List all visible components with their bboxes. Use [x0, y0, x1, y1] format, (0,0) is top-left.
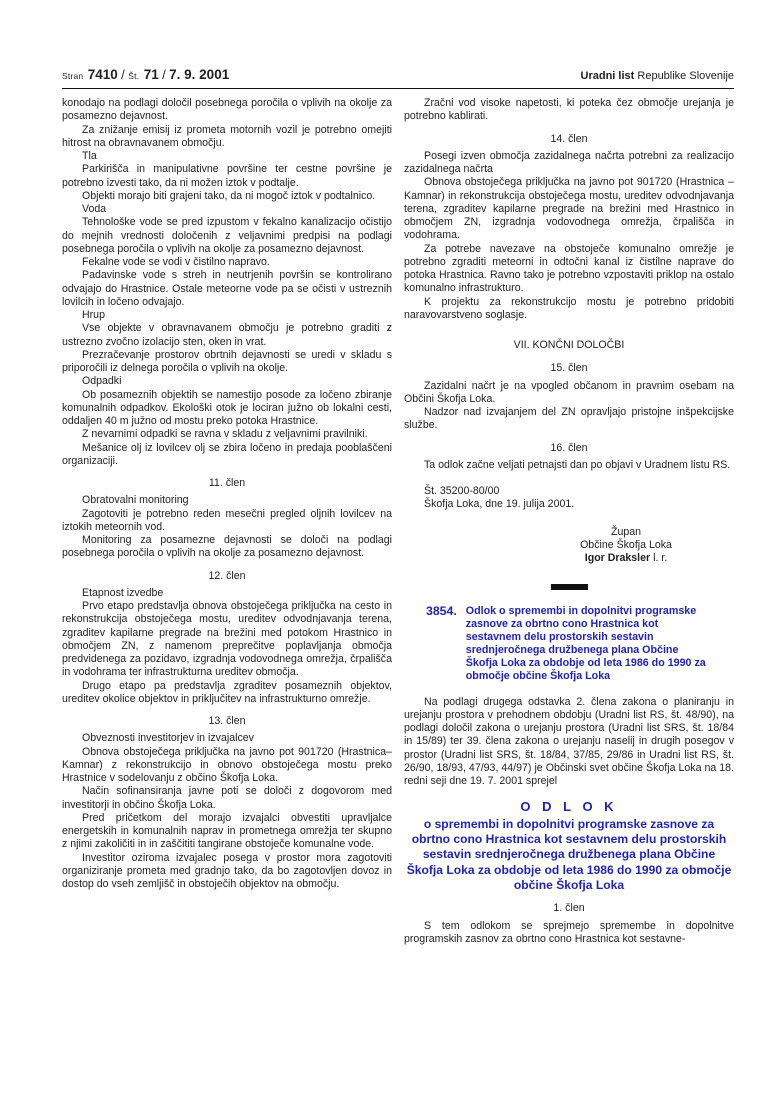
paragraph: Prvo etapo predstavlja obnova obstoječega priključka na cesto in rekonstrukcija obstoječega mostu, ureditev odvodnjavanja terena, zgraditev kapilarne pregrade na brežini med potokom Hrastnico in območjem ZN, z namenom preprečitve poplavljanja območja predvidenega za pozidavo, izgradnja vodovodnega omrežja, črpališča in vodohrama ter infrastrukturna ureditev območja.	[62, 600, 392, 679]
issue-label: Št.	[128, 71, 140, 81]
decree-title-text: o spremembi in dopolnitvi programske zasnove za obrtno cono Hrastnica kot sestavnem delu prostorskih sestavin srednjeročnega družbenega plana Občine Škofja Loka za obdobje od leta 1986 do 1990 za območje občine Škofja Loka	[406, 816, 732, 892]
paragraph: Drugo etapo pa predstavlja zgraditev posameznih objektov, ureditev okolice objektov in priključitev na infrastrukturno omrežje.	[62, 679, 392, 705]
paragraph: Za znižanje emisij iz prometa motornih vozil je potrebno omejiti hitrost na obravnavanem območju.	[62, 123, 392, 149]
header-separator: /	[158, 68, 170, 82]
signature-line: Župan	[610, 525, 642, 538]
chapter-heading: VII. KONČNI DOLOČBI	[513, 339, 625, 351]
subheading: Odpadki	[82, 375, 122, 388]
paragraph: Prezračevanje prostorov obrtnih dejavnosti se uredi v skladu s priporočili iz delnega poročila o vplivih na okolje.	[62, 348, 392, 374]
article-heading: 1. člen	[553, 902, 585, 915]
subheading: Obratovalni monitoring	[82, 494, 189, 507]
reference-line: Št. 35200-80/00	[424, 485, 500, 497]
paragraph: Zračni vod visoke napetosti, ki poteka čez območje urejanja je potrebno kablirati.	[404, 97, 734, 123]
issue-number: 71	[143, 67, 159, 82]
journal-title-rest: Republike Slovenije	[634, 70, 734, 82]
paragraph: Monitoring za posamezne dejavnosti se določi na podlagi posebnega poročila o vplivih na okolje za posamezno dejavnost.	[62, 534, 392, 560]
signature-line: Občine Škofja Loka	[580, 538, 672, 551]
document-reference	[424, 485, 734, 512]
section-divider	[551, 584, 588, 590]
paragraph: S tem odlokom se sprejmejo spremembe in dopolnitve programskih zasnov za obrtno cono Hrastnica kot sestavne-	[404, 919, 734, 945]
paragraph: Fekalne vode se vodi v čistilno napravo.	[82, 256, 270, 268]
paragraph: Način sofinansiranja javne poti se določi z dogovorom med investitorji in občino Škofja Loka.	[62, 785, 392, 811]
entry-title: Odlok o spremembi in dopolnitvi programske zasnove za obrtno cono Hrastnica kot sestavnem delu prostorskih sestavin srednjeročnega družbenega plana Občine Škofja Loka za obdobje od leta 1986 do 1990 za območje občine Škofja Loka	[465, 604, 706, 682]
subheading: Tla	[82, 150, 97, 162]
article-heading: 13. člen	[208, 715, 246, 727]
gazette-entry	[404, 605, 734, 683]
paragraph: Mešanice olj iz lovilcev olj se zbira ločeno in predaja pooblaščeni organizaciji.	[62, 441, 392, 467]
journal-title	[581, 70, 734, 82]
article-heading: 14. člen	[550, 132, 588, 145]
page-header	[62, 66, 734, 89]
signature-block	[536, 526, 716, 566]
signatory-name: Igor Draksler	[584, 552, 651, 565]
subheading: Hrup	[82, 309, 105, 321]
paragraph: Zagotoviti je potrebno reden mesečni pregled oljnih lovilcev na iztokih meteornih vod.	[62, 507, 392, 533]
article-heading: 11. člen	[208, 477, 246, 489]
article-heading: 16. člen	[550, 441, 588, 454]
paragraph: Ta odlok začne veljati petnajsti dan po objavi v Uradnem listu RS.	[424, 458, 731, 471]
paragraph: Na podlagi drugega odstavka 2. člena zakona o planiranju in urejanju prostora v prehodnem obdobju (Uradni list RS, št. 48/90), na podlagi določil zakona o urejanju prostora (Uradni list SRS, št. 18/84 in 15/89) ter 39. člena zakona o urejanju naselij in drugih posegov v prostor (Uradni list SRS, št. 18/84, 37/85, 29/86 in Uradni list RS, št. 26/90, 18/93, 47/93, 44/97) je Občinski svet občine Škofja Loka na 18. redni seji dne 19. 7. 2001 sprejel	[404, 695, 734, 788]
subheading: Obveznosti investitorjev in izvajalcev	[82, 732, 254, 745]
paragraph: Ob posameznih objektih se namestijo posode za ločeno zbiranje komunalnih odpadkov. Ekološki otok je lociran južno ob lokalni cesti, oddaljen 40 m južno od mostu preko potoka Hrastnice.	[62, 388, 392, 427]
decree-title-word: O D L O K	[520, 799, 618, 815]
journal-title-bold: Uradni list	[580, 70, 635, 82]
paragraph: Za potrebe navezave na obstoječe komunalno omrežje je potrebno zgraditi meteorni in odtočni kanal iz čistilne naprave do potoka Hrastnica. Ravno tako je potrebno vzpostaviti priklop na ostalo komunalno infrastrukturo.	[404, 242, 734, 295]
paragraph: Obnova obstoječega priključka na javno pot 901720 (Hrastnica – Kamnar) in rekonstrukcija obstoječega mostu, ureditev odvodnjavanja terena, zgraditev kapilarne pregrade na brežini med Hrastnico in območjem ZN, izgradnja vodovodnega omrežja, črpališča in vodohrama.	[404, 176, 734, 242]
paragraph: Posegi izven območja zazidalnega načrta potrebni za realizacijo zazidalnega načrta	[404, 149, 734, 175]
signature-suffix: l. r.	[650, 552, 668, 565]
article-heading: 12. člen	[208, 569, 246, 582]
left-column	[62, 97, 392, 946]
signature-name-line	[536, 552, 716, 565]
right-column	[404, 97, 734, 946]
subheading: Voda	[82, 203, 107, 215]
paragraph: Tehnološke vode se pred izpustom v fekalno kanalizacijo očistijo do mejnih vrednosti določenih z veljavnimi predpisi na podlagi posebnega poročila o vplivih na okolje za posamezno dejavnost.	[62, 216, 392, 255]
header-separator: /	[117, 68, 129, 82]
entry-number: 3854.	[426, 603, 457, 618]
text-columns	[62, 97, 734, 946]
article-heading: 15. člen	[550, 362, 588, 375]
reference-line: Škofja Loka, dne 19. julija 2001.	[424, 498, 575, 511]
paragraph: Nadzor nad izvajanjem del ZN opravljajo pristojne inšpekcijske službe.	[404, 406, 734, 432]
paragraph: Z nevarnimi odpadki se ravna v skladu z veljavnimi pravilniki.	[82, 428, 368, 441]
paragraph: Zazidalni načrt je na vpogled občanom in pravnim osebam na Občini Škofja Loka.	[404, 379, 734, 405]
paragraph: Obnova obstoječega priključka na javno pot 901720 (Hrastnica–Kamnar) z rekonstrukcijo in obnovo obstoječega mostu preko Hrastnice v sodelovanju z občino Škofja Loka.	[62, 745, 392, 784]
decree-title	[404, 799, 734, 893]
paragraph: Pred pričetkom del morajo izvajalci obvestiti upravljalce energetskih in komunalnih naprav in prometnega omrežja ter skupno z njimi zakoličiti in in zaščititi tangirane obstoječe komunalne vode.	[62, 811, 392, 851]
paragraph: K projektu za rekonstrukcijo mostu je potrebno pridobiti naravovarstveno soglasje.	[404, 295, 734, 321]
paragraph: Objekti morajo biti grajeni tako, da ni mogoč iztok v podtalnico.	[82, 189, 376, 202]
paragraph: konodajo na podlagi določil posebnega poročila o vplivih na okolje za posamezno dejavnost.	[62, 97, 392, 123]
paragraph: Investitor oziroma izvajalec posega v prostor mora zagotoviti organiziranje prometa med gradnjo tako, da bo zagotovljen dovoz in dostop do vseh zemljišč in obstoječih objektov na območju.	[62, 851, 392, 890]
subheading: Etapnost izvedbe	[82, 586, 164, 599]
page-number: 7410	[87, 67, 118, 82]
page-label: Stran	[62, 71, 84, 81]
paragraph: Vse objekte v obravnavanem območju je potrebno graditi z ustrezno zvočno izolacijo sten, oken in vrat.	[62, 322, 392, 348]
paragraph: Parkirišča in manipulativne površine ter cestne površine je potrebno izvesti tako, da ni možen iztok v podtalje.	[62, 163, 392, 189]
page-header-left	[62, 66, 229, 84]
paragraph: Padavinske vode s streh in neutrjenih površin se kontrolirano odvajajo do Hrastnice. Ostale meteorne vode pa se očisti v ustreznih lovilcih in ločeno odvajajo.	[62, 269, 392, 308]
issue-date: 7. 9. 2001	[169, 67, 230, 82]
